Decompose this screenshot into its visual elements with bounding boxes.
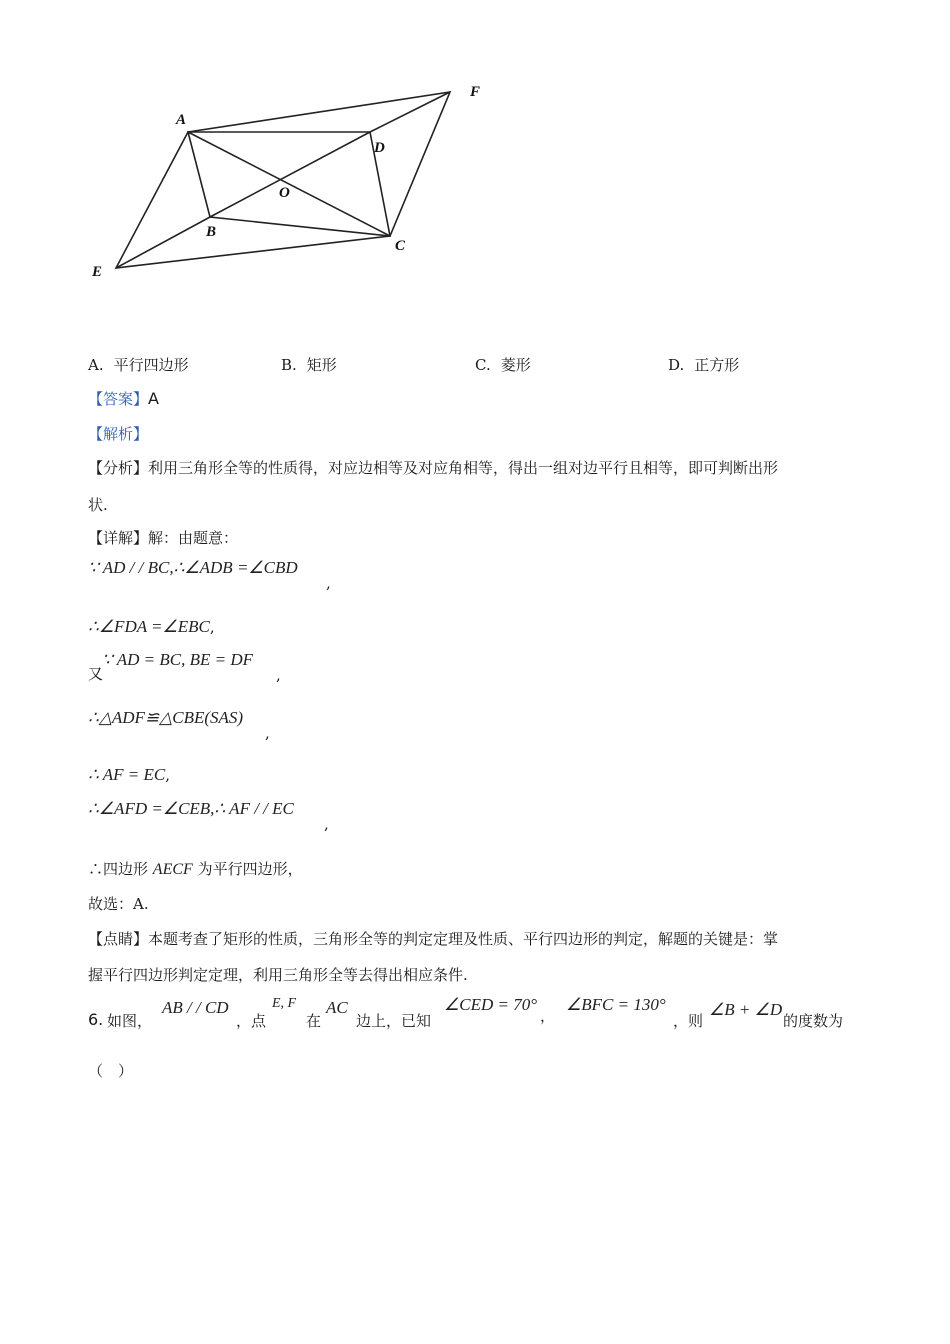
option-b[interactable] — [281, 354, 337, 375]
label-d: D — [374, 140, 385, 156]
q6-m1: AB / / CD — [162, 998, 229, 1017]
step-5-tail: , — [165, 766, 171, 784]
dianjing-tag: 【点睛】 — [88, 930, 149, 948]
option-a[interactable] — [88, 354, 189, 375]
answer-line — [88, 388, 159, 409]
step-4-math: ∴△ADF≌△CBE(SAS) — [88, 708, 244, 727]
fenxi-line-2: 状. — [88, 496, 108, 514]
fenxi-text-1: 利用三角形全等的性质得，对应边相等及对应角相等，得出一组对边平行且相等，即可判断出形 — [148, 459, 779, 477]
step-7-math: AECF — [152, 861, 193, 878]
fenxi-tag: 【分析】 — [88, 459, 149, 477]
step-1-tail: , — [326, 574, 331, 592]
step-7-pre: ∴四边形 — [88, 860, 149, 878]
label-f: F — [470, 84, 481, 100]
label-e: E — [92, 264, 103, 280]
dianjing-line-1 — [88, 928, 778, 949]
step-5-math: ∴ AF = EC — [88, 765, 166, 784]
analysis-tag: 【解析】 — [88, 425, 149, 443]
q6-number — [88, 1010, 103, 1029]
step-2-tail: , — [209, 618, 215, 636]
step-6 — [88, 799, 294, 819]
q6-t1: 如图， — [107, 1012, 153, 1030]
detail-tag: 【详解】 — [88, 529, 149, 547]
step-7 — [88, 858, 303, 879]
step-3 — [102, 650, 253, 670]
option-a-letter: A. — [88, 356, 104, 374]
option-d-text: 正方形 — [694, 356, 740, 374]
option-b-text: 矩形 — [306, 356, 337, 374]
q6-paren: （ ） — [88, 1062, 134, 1080]
q6-m2: E, F — [272, 996, 297, 1011]
q6-t5: ， — [540, 1007, 556, 1025]
step-5 — [88, 765, 170, 785]
step-3-prefix: 又 — [88, 665, 104, 683]
step-1 — [88, 558, 298, 578]
step-3-tail: , — [276, 666, 281, 684]
step-7-post: 为平行四边形， — [197, 860, 303, 878]
detail-line — [88, 527, 238, 548]
dianjing-text-1: 本题考查了矩形的性质，三角形全等的判定定理及性质、平行四边形的判定，解题的关键是：掌 — [148, 930, 779, 948]
step-4-tail: , — [265, 724, 270, 742]
step-2-math: ∴∠FDA =∠EBC — [88, 617, 210, 636]
label-o: O — [279, 185, 290, 201]
q6-t6: ，则 — [673, 1012, 704, 1030]
label-a: A — [176, 112, 187, 128]
option-d-letter: D. — [668, 356, 685, 374]
step-3-math: ∵ AD = BC, BE = DF — [102, 650, 254, 669]
step-8: 故选：A. — [88, 895, 149, 913]
label-c: C — [395, 238, 406, 254]
step-4 — [88, 708, 243, 728]
q6-t3: 在 — [306, 1012, 322, 1030]
option-c[interactable] — [475, 354, 531, 375]
option-d[interactable] — [668, 354, 739, 375]
diagonal-ac — [188, 132, 390, 236]
q6-m3: AC — [326, 998, 348, 1017]
step-6-math: ∴∠AFD =∠CEB,∴ AF / / EC — [88, 799, 294, 818]
option-a-text: 平行四边形 — [113, 356, 189, 374]
step-6-tail: , — [324, 815, 329, 833]
fenxi-line-1 — [88, 457, 778, 478]
q6-m4: ∠CED = 70° — [444, 995, 538, 1014]
dianjing-line-2: 握平行四边形判定定理，利用三角形全等去得出相应条件. — [88, 966, 468, 984]
q6-num: 6. — [88, 1010, 104, 1029]
geometry-figure — [0, 0, 520, 300]
step-2 — [88, 617, 215, 637]
q6-t7: 的度数为 — [783, 1012, 844, 1030]
q6-t2: ，点 — [236, 1012, 267, 1030]
detail-text: 解：由题意： — [148, 529, 239, 547]
answer-value: A — [148, 389, 159, 408]
q6-m5: ∠BFC = 130° — [566, 995, 666, 1014]
option-c-text: 菱形 — [500, 356, 531, 374]
option-b-letter: B. — [281, 356, 297, 374]
label-b: B — [206, 224, 217, 240]
q6-t4: 边上，已知 — [356, 1012, 432, 1030]
step-1-math: ∵ AD / / BC,∴∠ADB =∠CBD — [88, 558, 298, 577]
option-c-letter: C. — [475, 356, 491, 374]
q6-m6: ∠B + ∠D — [709, 1000, 783, 1019]
answer-tag: 【答案】 — [88, 390, 149, 408]
diagonal-bd — [210, 132, 370, 217]
